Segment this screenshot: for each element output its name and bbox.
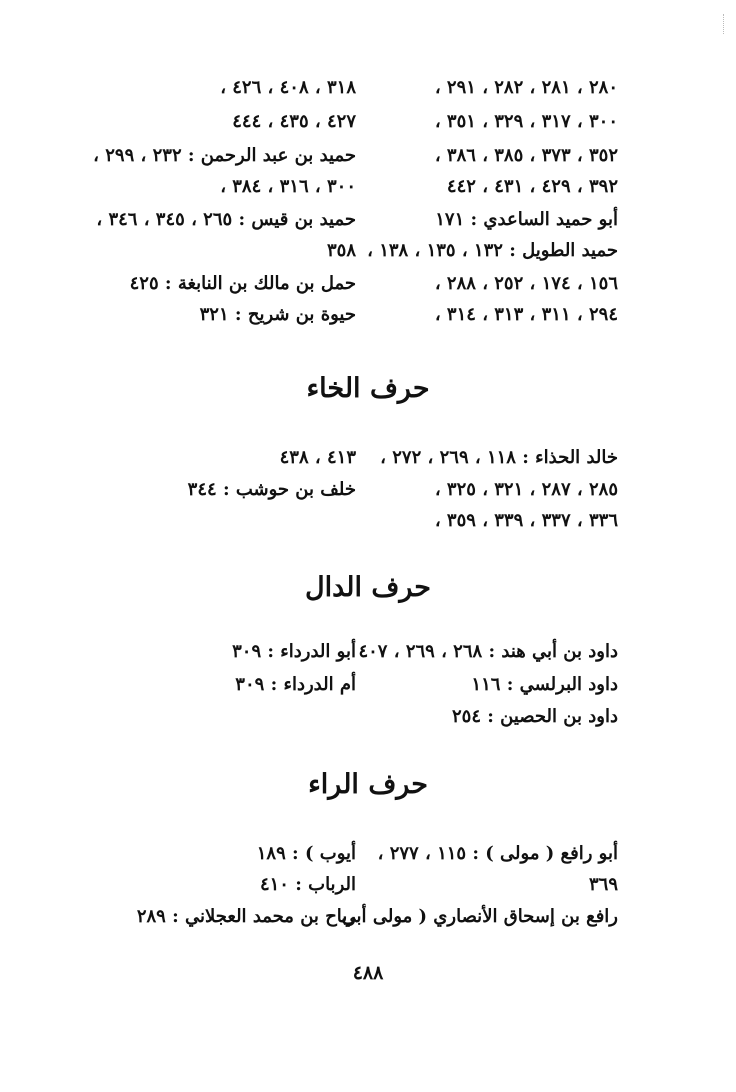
dal-left-line-2: أم الدرداء : ٣٠٩: [235, 674, 356, 695]
page-number: ٤٨٨: [352, 962, 384, 984]
kha-left-line-2: خلف بن حوشب : ٣٤٤: [187, 479, 356, 500]
hamid-left-line-6: ٣٥٨: [326, 240, 356, 261]
kha-left-line-1: ٤١٣ ، ٤٣٨: [279, 447, 356, 468]
hamid-left-line-5: حميد بن قيس : ٢٦٥ ، ٣٤٥ ، ٣٤٦ ،: [96, 209, 356, 230]
dal-left-line-1: أبو الدرداء : ٣٠٩: [232, 641, 356, 662]
hamid-right-line-1: ٢٨٠ ، ٢٨١ ، ٢٨٢ ، ٢٩١ ،: [434, 77, 618, 98]
hamid-right-line-3: ٣٥٢ ، ٣٧٣ ، ٣٨٥ ، ٣٨٦ ،: [434, 145, 618, 166]
ra-left-line-3: رباح بن محمد العجلاني : ٢٨٩: [136, 906, 356, 927]
hamid-left-line-2: ٤٢٧ ، ٤٣٥ ، ٤٤٤: [232, 111, 356, 132]
kha-right-line-2: ٢٨٥ ، ٢٨٧ ، ٣٢١ ، ٣٢٥ ،: [434, 479, 618, 500]
ra-right-line-3: رافع بن إسحاق الأنصاري ( مولى أبي: [341, 906, 618, 927]
hamid-left-line-4: ٣٠٠ ، ٣١٦ ، ٣٨٤ ،: [220, 176, 356, 197]
hamid-right-line-6: حميد الطويل : ١٣٢ ، ١٣٥ ، ١٣٨ ،: [367, 240, 618, 261]
ra-right-line-2: ٣٦٩: [588, 874, 618, 895]
ra-right-line-1: أبو رافع ( مولى ) : ١١٥ ، ٢٧٧ ،: [377, 843, 618, 864]
dal-right-line-3: داود بن الحصين : ٢٥٤: [451, 706, 618, 727]
hamid-left-line-7: حمل بن مالك بن النابغة : ٤٢٥: [129, 273, 356, 294]
section-heading-dal: حرف الدال: [305, 572, 431, 603]
scan-edge-mark: [721, 14, 724, 34]
kha-right-line-1: خالد الحذاء : ١١٨ ، ٢٦٩ ، ٢٧٢ ،: [380, 447, 618, 468]
dal-right-line-2: داود البرلسي : ١١٦: [471, 674, 618, 695]
ra-left-line-2: الرباب : ٤١٠: [259, 874, 356, 895]
hamid-right-line-4: ٣٩٢ ، ٤٢٩ ، ٤٣١ ، ٤٤٢: [446, 176, 618, 197]
section-heading-ra: حرف الراء: [308, 769, 428, 800]
dal-right-line-1: داود بن أبي هند : ٢٦٨ ، ٢٦٩ ، ٤٠٧: [358, 641, 618, 662]
hamid-left-line-3: حميد بن عبد الرحمن : ٢٣٢ ، ٢٩٩ ،: [93, 145, 356, 166]
hamid-right-line-7: ١٥٦ ، ١٧٤ ، ٢٥٢ ، ٢٨٨ ،: [434, 273, 618, 294]
hamid-right-line-5: أبو حميد الساعدي : ١٧١: [435, 209, 618, 230]
hamid-right-line-2: ٣٠٠ ، ٣١٧ ، ٣٢٩ ، ٣٥١ ،: [434, 111, 618, 132]
section-heading-kha: حرف الخاء: [306, 373, 430, 404]
hamid-right-line-8: ٢٩٤ ، ٣١١ ، ٣١٣ ، ٣١٤ ،: [434, 304, 618, 325]
hamid-left-line-8: حيوة بن شريح : ٣٢١: [199, 304, 356, 325]
hamid-left-line-1: ٣١٨ ، ٤٠٨ ، ٤٢٦ ،: [220, 77, 356, 98]
kha-right-line-3: ٣٣٦ ، ٣٣٧ ، ٣٣٩ ، ٣٥٩ ،: [434, 510, 618, 531]
ra-left-line-1: أيوب ) : ١٨٩: [256, 843, 356, 864]
